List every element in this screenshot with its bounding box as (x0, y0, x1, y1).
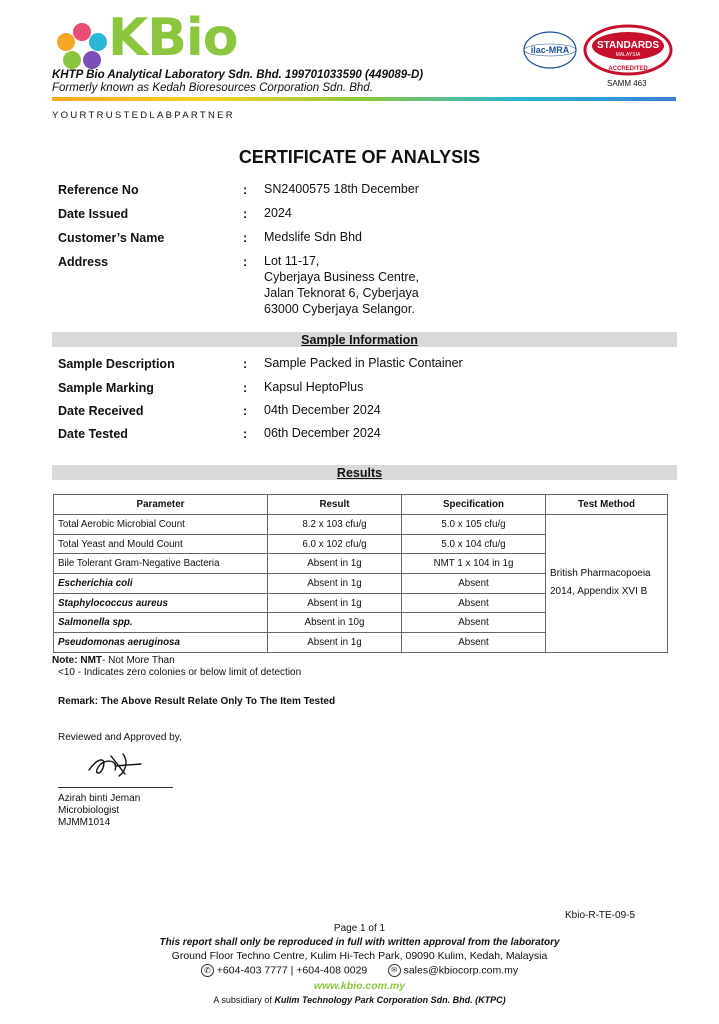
specification-cell: 5.0 x 105 cfu/g (402, 515, 546, 535)
website-link[interactable]: www.kbio.com.my (313, 980, 406, 992)
email-icon: ✉ (388, 964, 401, 977)
specification-cell: Absent (402, 613, 546, 633)
date-issued-label: Date Issued (58, 207, 129, 221)
nmt-abbrev: NMT (80, 655, 103, 666)
colon: : (243, 231, 248, 245)
date-tested-label: Date Tested (58, 427, 128, 441)
address-line: 63000 Cyberjaya Selangor. (264, 302, 415, 316)
customer-name-label: Customer’s Name (58, 231, 165, 245)
colon: : (243, 207, 248, 221)
table-row (54, 515, 668, 535)
subsidiary-prefix: A subsidiary of (213, 995, 272, 1005)
kbio-logo-text: KBio (108, 8, 238, 68)
result-cell: Absent in 1g (268, 554, 402, 574)
result-cell: 6.0 x 102 cfu/g (268, 534, 402, 554)
former-name: Formerly known as Kedah Bioresources Corporation Sdn. Bhd. (52, 82, 373, 94)
header-specification: Specification (402, 495, 546, 515)
colon: : (243, 183, 248, 197)
header-test-method: Test Method (546, 495, 668, 515)
parameter-cell: Total Yeast and Mould Count (54, 534, 268, 554)
sample-description-value: Sample Packed in Plastic Container (264, 356, 463, 370)
parameter-cell: Total Aerobic Microbial Count (54, 515, 268, 535)
kbio-flower-logo-icon (52, 18, 112, 72)
specification-cell: Absent (402, 593, 546, 613)
header-divider (52, 97, 676, 101)
results-title: Results (336, 466, 383, 480)
reproduction-disclaimer: This report shall only be reproduced in full with written approval from the laboratory (159, 937, 560, 948)
signature-line (58, 787, 173, 788)
result-cell: Absent in 1g (268, 633, 402, 653)
ilac-mra-logo-icon (522, 30, 578, 70)
subsidiary-line (0, 995, 719, 1005)
colon: : (243, 427, 248, 441)
test-method-cell (546, 515, 668, 653)
address-value (264, 253, 419, 317)
colon: : (243, 381, 248, 395)
page-number: Page 1 of 1 (333, 923, 386, 934)
address-label: Address (58, 255, 109, 269)
note-label: Note: (52, 655, 78, 666)
signatory-block (58, 793, 140, 829)
results-table (53, 494, 668, 653)
reference-label: Reference No (58, 183, 139, 197)
result-cell: Absent in 10g (268, 613, 402, 633)
parameter-cell: Escherichia coli (54, 574, 268, 594)
test-method-line: 2014, Appendix XVI B (550, 586, 648, 598)
results-header-row (54, 495, 668, 515)
signatory-title: Microbiologist (58, 805, 120, 816)
colon: : (243, 255, 248, 269)
standards-malaysia-logo-icon (583, 24, 673, 76)
detection-note: <10 - Indicates zero colonies or below limit of detection (58, 667, 302, 678)
colon: : (243, 404, 248, 418)
company-name: KHTP Bio Analytical Laboratory Sdn. Bhd. 199701033590 (449089-D) (52, 69, 424, 81)
document-title: CERTIFICATE OF ANALYSIS (238, 147, 481, 167)
colon: : (243, 357, 248, 371)
subsidiary-name: Kulim Technology Park Corporation Sdn. Bhd. (KTPC) (274, 995, 506, 1005)
date-received-label: Date Received (58, 404, 144, 418)
date-issued-value: 2024 (264, 206, 292, 220)
parameter-cell: Salmonella spp. (54, 613, 268, 633)
parameter-cell: Pseudomonas aeruginosa (54, 633, 268, 653)
result-cell: Absent in 1g (268, 593, 402, 613)
date-received-value: 04th December 2024 (264, 403, 381, 417)
signatory-name: Azirah binti Jeman (58, 793, 141, 804)
nmt-definition: - Not More Than (102, 655, 175, 666)
standards-text: STANDARDS (596, 40, 660, 51)
standards-malaysia-text: MALAYSIA (615, 52, 641, 58)
footer-contact (0, 964, 719, 977)
reviewed-by: Reviewed and Approved by, (58, 732, 182, 743)
specification-cell: 5.0 x 104 cfu/g (402, 534, 546, 554)
accredited-text: ACCREDITED (608, 66, 648, 72)
sample-marking-value: Kapsul HeptoPlus (264, 380, 364, 394)
parameter-cell: Staphylococcus aureus (54, 593, 268, 613)
specification-cell: NMT 1 x 104 in 1g (402, 554, 546, 574)
document-number: Kbio-R-TE-09-5 (565, 910, 636, 921)
specification-cell: Absent (402, 633, 546, 653)
email-address[interactable]: sales@kbiocorp.com.my (403, 964, 519, 977)
ilac-mra-text: ilac-MRA (530, 45, 570, 55)
date-tested-value: 06th December 2024 (264, 426, 381, 440)
result-cell: 8.2 x 103 cfu/g (268, 515, 402, 535)
note (52, 655, 175, 666)
test-method-line: British Pharmacopoeia (550, 568, 651, 580)
sample-description-label: Sample Description (58, 357, 175, 371)
signatory-code: MJMM1014 (58, 817, 111, 828)
samm-number: SAMM 463 (607, 79, 647, 88)
signature-icon (85, 748, 145, 780)
address-line: Jalan Teknorat 6, Cyberjaya (264, 286, 419, 300)
result-cell: Absent in 1g (268, 574, 402, 594)
tagline: YOURTRUSTEDLABPARTNER (52, 110, 235, 121)
reference-value: SN2400575 18th December (264, 182, 419, 196)
specification-cell: Absent (402, 574, 546, 594)
phone-icon: ✆ (201, 964, 214, 977)
header-result: Result (268, 495, 402, 515)
parameter-cell: Bile Tolerant Gram-Negative Bacteria (54, 554, 268, 574)
customer-name-value: Medslife Sdn Bhd (264, 230, 362, 244)
sample-info-title: Sample Information (301, 333, 418, 347)
remark: Remark: The Above Result Relate Only To The Item Tested (58, 696, 336, 707)
address-line: Cyberjaya Business Centre, (264, 270, 419, 284)
footer-address: Ground Floor Techno Centre, Kulim Hi-Tech Park, 09090 Kulim, Kedah, Malaysia (171, 950, 548, 962)
sample-marking-label: Sample Marking (58, 381, 154, 395)
address-line: Lot 11-17, (264, 254, 320, 268)
phone-numbers: +604-403 7777 | +604-408 0029 (216, 964, 368, 977)
header-parameter: Parameter (54, 495, 268, 515)
